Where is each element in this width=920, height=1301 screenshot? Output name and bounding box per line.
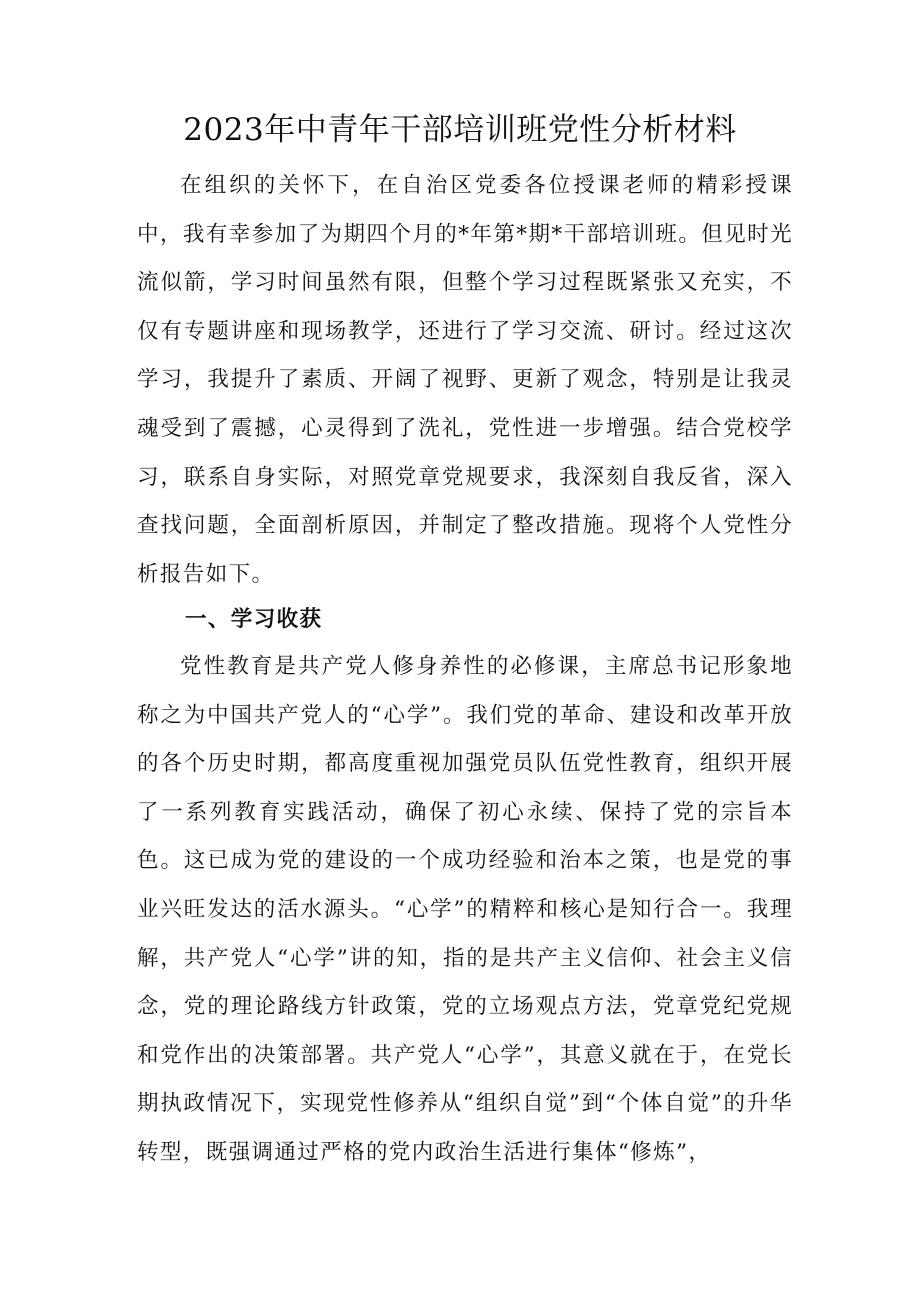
section-1-paragraph: 党性教育是共产党人修身养性的必修课，主席总书记形象地称之为中国共产党人的“心学”。我们党的革命、建设和改革开放的各个历史时期，都高度重视加强党员队伍党性教育，组织开展了一系列教育实践活动，确保了初心永续、保持了党的宗旨本色。这已成为党的建设的一个成功经验和治本之策，也是党的事业兴旺发达的活水源头。“心学”的精粹和核心是知行合一。我理解，共产党人“心学”讲的知，指的是共产主义信仰、社会主义信念，党的理论路线方针政策，党的立场观点方法，党章党纪党规和党作出的决策部署。共产党人“心学”，其意义就在于，在党长期执政情况下，实现党性修养从“组织自觉”到“个体自觉”的升华转型，既强调通过严格的党内政治生活进行集体“修炼”，: [137, 654, 793, 1165]
document-title: 2023年中青年干部培训班党性分析材料: [183, 112, 737, 148]
intro-paragraph: 在组织的关怀下，在自治区党委各位授课老师的精彩授课中，我有幸参加了为期四个月的*年第*期*干部培训班。但见时光流似箭，学习时间虽然有限，但整个学习过程既紧张又充实，不仅有专题讲座和现场教学，还进行了学习交流、研讨。经过这次学习，我提升了素质、开阔了视野、更新了观念，特别是让我灵魂受到了震撼，心灵得到了洗礼，党性进一步增强。结合党校学习，联系自身实际，对照党章党规要求，我深刻自我反省，深入查找问题，全面剖析原因，并制定了整改措施。现将个人党性分析报告如下。: [137, 173, 793, 587]
section-heading-study-gains: 一、学习收获: [185, 607, 323, 632]
